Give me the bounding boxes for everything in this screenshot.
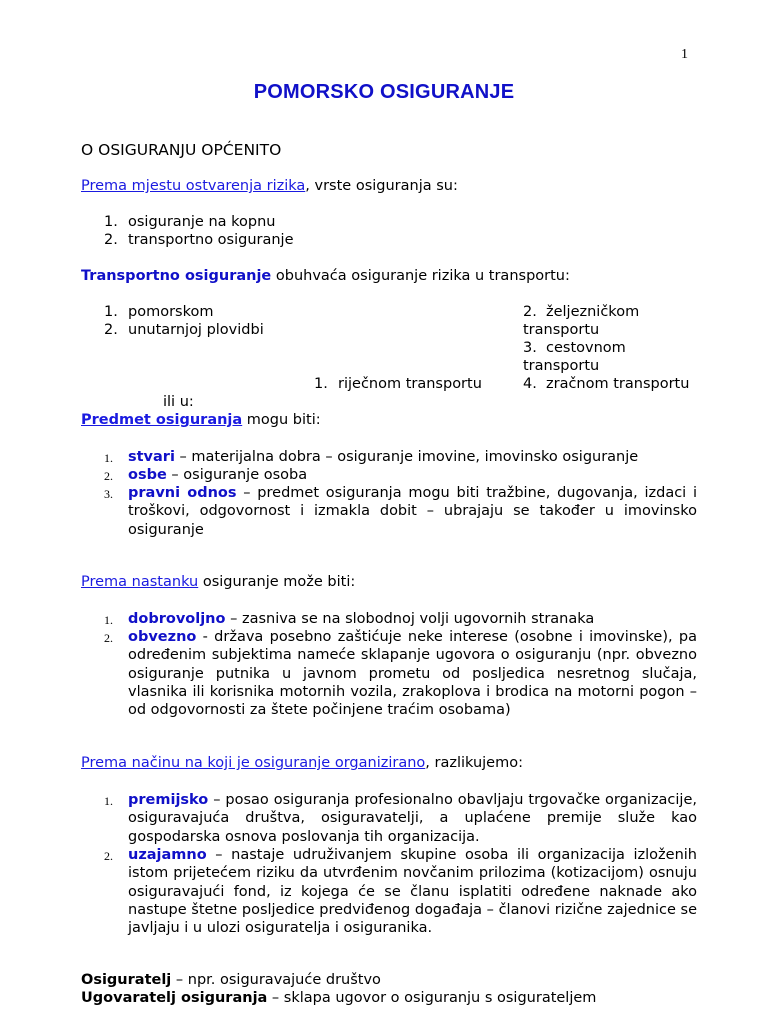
subject-term[interactable]: Predmet osiguranja (81, 412, 243, 428)
list-item-continuation: transportu (523, 322, 600, 338)
list-item (128, 448, 697, 466)
item-term: obvezno (128, 629, 197, 645)
organization-link[interactable]: Prema načinu na koji je osiguranje organizirano (81, 755, 426, 771)
origin-intro (81, 574, 355, 590)
list-item: riječnom transportu (338, 376, 482, 392)
list-item: željezničkom (546, 304, 640, 320)
list-number: 2. (104, 322, 118, 338)
list-number: 1. (104, 214, 118, 230)
definition-term: Ugovaratelj osiguranja (81, 990, 268, 1006)
subject-rest: mogu biti: (242, 412, 321, 428)
list-item: zračnom transportu (546, 376, 690, 392)
organization-intro (81, 755, 523, 771)
origin-rest: osiguranje može biti: (198, 574, 356, 590)
list-number: 1. (104, 304, 118, 320)
list-number: 3. (104, 487, 113, 501)
origin-link[interactable]: Prema nastanku (81, 574, 199, 590)
transport-intro (81, 268, 570, 284)
subject-intro (81, 412, 321, 428)
item-text: – materijalna dobra – osiguranje imovine, imovinsko osiguranje (174, 449, 639, 465)
transport-term: Transportno osiguranje (81, 268, 272, 284)
by-place-link[interactable]: Prema mjestu ostvarenja rizika (81, 178, 306, 194)
item-text: – zasniva se na slobodnoj volji ugovornih stranaka (225, 611, 595, 627)
list-number: 1. (104, 794, 113, 808)
list-number: 2. (104, 469, 113, 483)
definition-line (81, 990, 596, 1006)
item-text: – predmet osiguranja mogu biti tražbine, dugovanja, izdaci i troškovi, odgovornost i izmakla dobit – ubrajaju se također u imovinsko osiguranje (128, 485, 697, 538)
list-item (128, 466, 697, 484)
list-item-continuation: transportu (523, 358, 600, 374)
list-item: pomorskom (128, 304, 214, 320)
item-term: osbe (128, 467, 167, 483)
list-item (128, 628, 697, 719)
by-place-intro (81, 178, 458, 194)
definition-line (81, 972, 381, 988)
page-title: POMORSKO OSIGURANJE (253, 81, 515, 103)
definition-text: – npr. osiguravajuće društvo (171, 972, 381, 988)
list-number: 2. (523, 304, 537, 320)
item-text: – nastaje udruživanjem skupine osoba ili organizacija izloženih istom prijetećem riziku da utvrđenim novčanim prilozima (kotizacijom) osnuju osiguravajući fond, iz kojega će se članu isplatiti određene naknade ako nastupe štetne posljedice predviđenog događaja – članovi rizične zajednice se javljaju i u ulozi osiguratelja i osiguranika. (128, 847, 697, 937)
list-number: 1. (104, 613, 113, 627)
list-number: 2. (104, 232, 118, 248)
definition-text: – sklapa ugovor o osiguranju s osigurateljem (267, 990, 597, 1006)
list-item (128, 791, 697, 846)
by-place-rest: , vrste osiguranja su: (305, 178, 458, 194)
list-item (128, 484, 697, 539)
item-term: dobrovoljno (128, 611, 226, 627)
definition-term: Osiguratelj (81, 972, 172, 988)
item-term: premijsko (128, 792, 209, 808)
item-term: pravni odnos (128, 485, 237, 501)
page-number: 1 (681, 47, 688, 62)
list-number: 2. (104, 849, 113, 863)
item-term: uzajamno (128, 847, 207, 863)
item-term: stvari (128, 449, 175, 465)
list-item: cestovnom (546, 340, 626, 356)
list-number: 3. (523, 340, 537, 356)
list-item (128, 610, 697, 628)
ili-u-label: ili u: (163, 394, 194, 410)
section-heading: O OSIGURANJU OPĆENITO (81, 141, 282, 159)
item-text: – osiguranje osoba (166, 467, 308, 483)
list-number: 4. (523, 376, 537, 392)
list-number: 2. (104, 631, 113, 645)
item-text: – posao osiguranja profesionalno obavljaju trgovačke organizacije, osiguravajuća društva, osiguravatelji, a uplaćene premije služe kao gospodarska osnova poslovanja tih organizacija. (128, 792, 697, 845)
list-number: 1. (104, 451, 113, 465)
list-item (128, 846, 697, 937)
organization-rest: , razlikujemo: (425, 755, 523, 771)
transport-rest: obuhvaća osiguranje rizika u transportu: (271, 268, 570, 284)
list-number: 1. (314, 376, 328, 392)
list-item: transportno osiguranje (128, 232, 294, 248)
list-item: osiguranje na kopnu (128, 214, 276, 230)
item-text: - država posebno zaštićuje neke interese (osobne i imovinske), pa određenim subjektima nameće sklapanje ugovora o osiguranju (npr. obvezno osiguranje putnika u javnom prometu od posljedica nesretnog slučaja, vlasnika ili korisnika motornih vozila, zrakoplova i brodica na motorni pogon – od odgovornosti za štete počinjene traćim osobama) (128, 629, 697, 719)
list-item: unutarnjoj plovidbi (128, 322, 264, 338)
